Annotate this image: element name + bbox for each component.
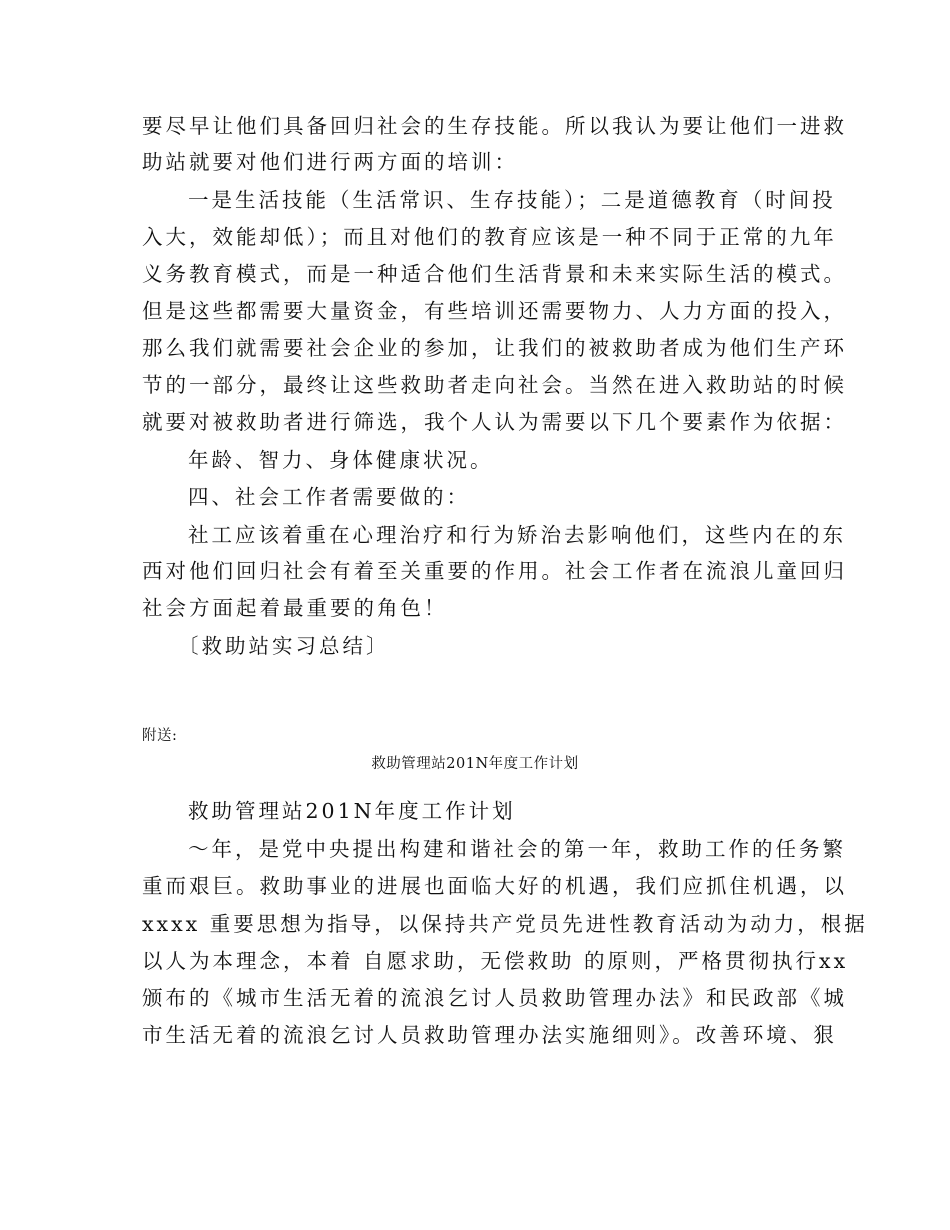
paragraph-line: 入大，效能却低）；而且对他们的教育应该是一种不同于正常的九年 [142, 225, 837, 249]
paragraph-line: 颁布的《城市生活无着的流浪乞讨人员救助管理办法》和民政部《城 [142, 986, 847, 1010]
paragraph-line: 社会方面起着最重要的角色！ [142, 596, 448, 620]
paragraph-line: 但是这些都需要大量资金，有些培训还需要物力、人力方面的投入， [142, 299, 847, 323]
section-heading: 四、社会工作者需要做的： [188, 485, 470, 509]
paragraph-line: 就要对被救助者进行筛选，我个人认为需要以下几个要素作为依据： [142, 410, 847, 434]
appendix-label: 附送: [142, 728, 178, 744]
paragraph-line: 要尽早让他们具备回归社会的生存技能。所以我认为要让他们一进救 [142, 114, 847, 138]
paragraph-line: 义务教育模式，而是一种适合他们生活背景和未来实际生活的模式。 [142, 262, 847, 286]
paragraph-line: 西对他们回归社会有着至关重要的作用。社会工作者在流浪儿童回归 [142, 559, 847, 583]
paragraph-line: 那么我们就需要社会企业的参加，让我们的被救助者成为他们生产环 [142, 336, 847, 360]
paragraph-line: 以人为本理念，本着 自愿求助，无偿救助 的原则，严格贯彻执行xx [142, 949, 849, 973]
source-note: 〔救助站实习总结〕 [178, 634, 390, 658]
paragraph-line: 年龄、智力、身体健康状况。 [188, 448, 494, 472]
paragraph-line: 重而艰巨。救助事业的进展也面临大好的机遇，我们应抓住机遇，以 [142, 874, 847, 898]
paragraph-line: 助站就要对他们进行两方面的培训： [142, 150, 518, 174]
plan-title: 救助管理站201N年度工作计划 [188, 799, 516, 823]
paragraph-line: 市生活无着的流浪乞讨人员救助管理办法实施细则》。改善环境、狠 [142, 1023, 837, 1047]
paragraph-line: 社工应该着重在心理治疗和行为矫治去影响他们，这些内在的东 [188, 523, 846, 547]
paragraph-line: ～年，是党中央提出构建和谐社会的第一年，救助工作的任务繁 [188, 837, 846, 861]
paragraph-line: xxxx 重要思想为指导，以保持共产党员先进性教育活动为动力，根据 [142, 912, 868, 936]
paragraph-line: 节的一部分，最终让这些救助者走向社会。当然在进入救助站的时候 [142, 373, 847, 397]
paragraph-line: 一是生活技能（生活常识、生存技能）；二是道德教育（时间投 [188, 188, 836, 212]
appendix-title: 救助管理站201N年度工作计划 [371, 756, 579, 772]
